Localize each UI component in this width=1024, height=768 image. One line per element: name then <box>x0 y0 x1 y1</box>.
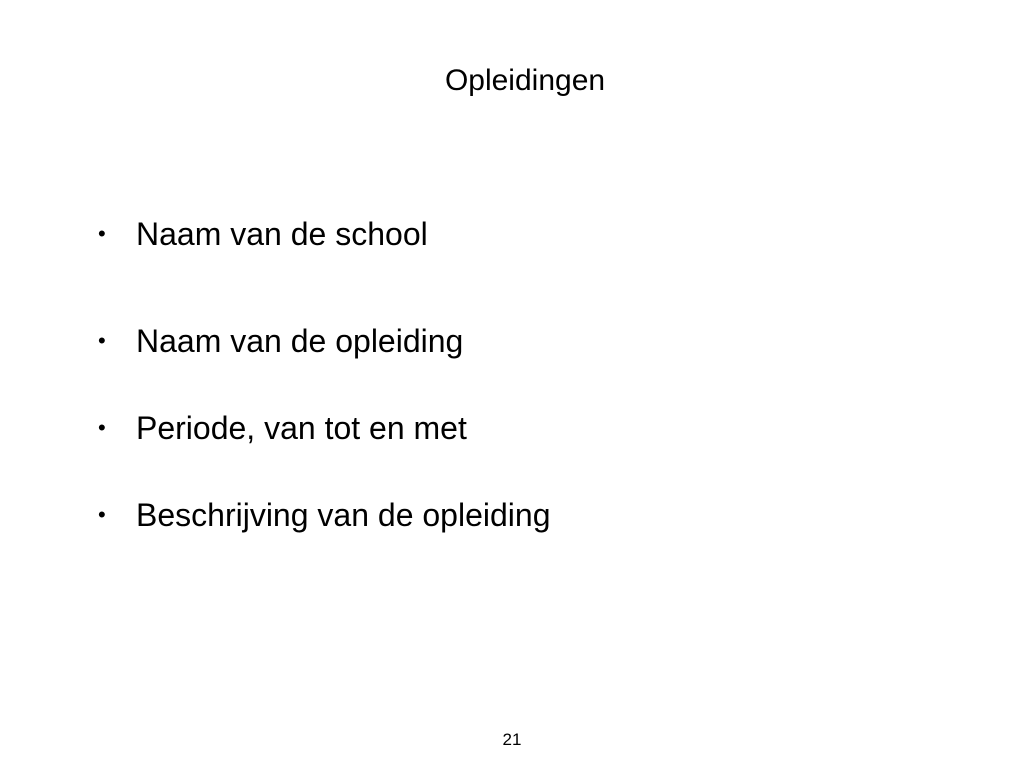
bullet-text: Periode, van tot en met <box>136 409 467 446</box>
page-number: 21 <box>502 730 522 749</box>
slide-title: Opleidingen <box>444 64 606 97</box>
list-item <box>98 471 550 558</box>
bullet-text: Naam van de school <box>136 216 428 252</box>
bullet-icon: • <box>98 327 106 353</box>
bullet-icon: • <box>98 221 106 246</box>
list-item <box>98 384 550 471</box>
bullet-text: Beschrijving van de opleiding <box>136 496 551 533</box>
bullet-list <box>98 210 550 558</box>
bullet-text: Naam van de opleiding <box>136 322 464 359</box>
list-item <box>98 297 550 384</box>
bullet-icon: • <box>98 501 106 527</box>
list-item <box>98 210 550 258</box>
bullet-icon: • <box>98 414 106 440</box>
